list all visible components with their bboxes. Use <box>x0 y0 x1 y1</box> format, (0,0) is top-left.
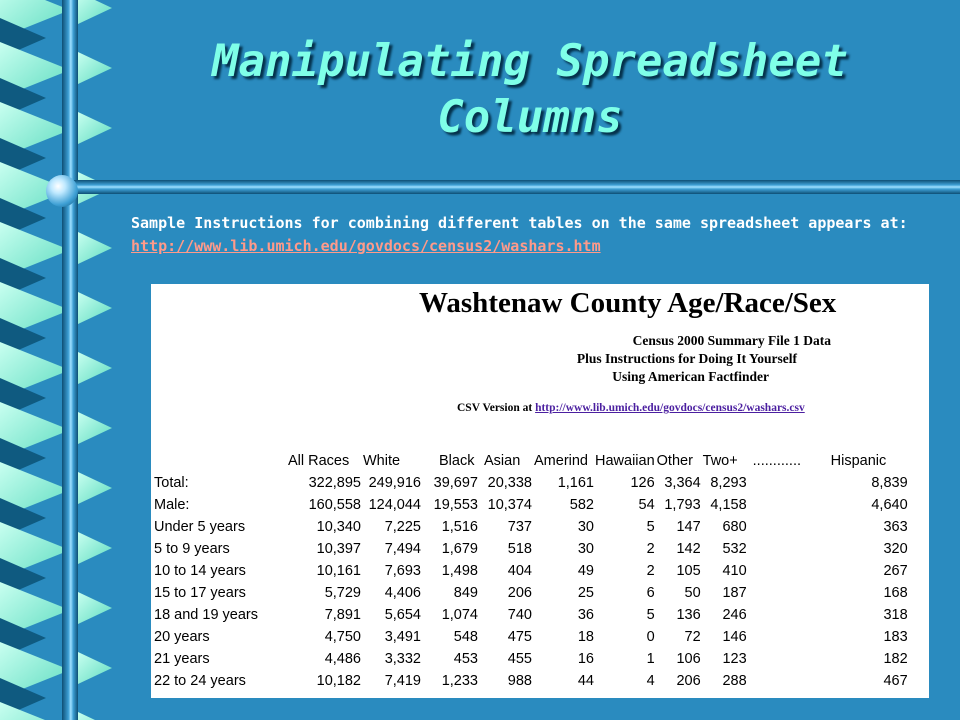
row-label: 22 to 24 years <box>154 673 246 689</box>
table-cell <box>747 604 823 626</box>
divider-knob <box>46 175 78 207</box>
table-cell: 5 <box>646 607 655 623</box>
document-screenshot <box>151 284 929 698</box>
table-cell: 18 <box>577 629 594 645</box>
decorative-triangle-right <box>78 52 112 84</box>
table-cell: 5,729 <box>324 585 361 601</box>
table-cell: 3,491 <box>384 629 421 645</box>
table-cell: 126 <box>630 475 655 491</box>
table-cell: 10,397 <box>316 541 361 557</box>
table-cell: 475 <box>507 629 532 645</box>
table-cell: 6 <box>646 585 655 601</box>
table-cell: 7,225 <box>384 519 421 535</box>
document-subtitle-1: Census 2000 Summary File 1 Data <box>632 333 831 348</box>
row-label: Male: <box>154 497 190 513</box>
table-cell: 4,750 <box>324 629 361 645</box>
table-cell: 1,679 <box>441 541 478 557</box>
table-row <box>151 582 908 604</box>
table-cell: 146 <box>722 629 747 645</box>
table-cell: 72 <box>684 629 701 645</box>
table-cell: 3,364 <box>664 475 701 491</box>
table-cell: 740 <box>507 607 532 623</box>
row-label: 18 and 19 years <box>154 607 258 623</box>
table-cell: 322,895 <box>308 475 361 491</box>
decorative-triangle-right <box>78 292 112 324</box>
table-cell: 5 <box>646 519 655 535</box>
table-cell: 5,654 <box>384 607 421 623</box>
table-row <box>151 472 908 494</box>
table-cell: 288 <box>722 673 747 689</box>
table-row <box>151 626 908 648</box>
decorative-triangle-right <box>78 352 112 384</box>
table-cell: 7,693 <box>384 563 421 579</box>
table-cell: 4,158 <box>710 497 747 513</box>
table-cell: 10,182 <box>316 673 361 689</box>
decorative-triangle-right <box>78 532 112 564</box>
table-cell: 10,374 <box>487 497 532 513</box>
table-cell: 455 <box>507 651 532 667</box>
row-label: 15 to 17 years <box>154 585 246 601</box>
intro-text: Sample Instructions for combining different tables on the same spreadsheet appears at: <box>131 214 908 232</box>
table-cell: 404 <box>507 563 532 579</box>
column-header <box>151 450 281 472</box>
column-header: Hawaiian <box>595 453 655 469</box>
table-cell: 318 <box>883 607 908 623</box>
table-cell: 582 <box>569 497 594 513</box>
table-cell: 19,553 <box>433 497 478 513</box>
row-label: 5 to 9 years <box>154 541 230 557</box>
table-cell: 532 <box>722 541 747 557</box>
column-header: Hispanic <box>830 453 887 469</box>
table-cell: 1,498 <box>441 563 478 579</box>
row-label: 10 to 14 years <box>154 563 246 579</box>
table-cell: 16 <box>577 651 594 667</box>
table-cell: 7,419 <box>384 673 421 689</box>
table-cell <box>747 648 823 670</box>
table-cell: 849 <box>453 585 478 601</box>
table-cell: 4,486 <box>324 651 361 667</box>
csv-line <box>457 402 805 414</box>
table-cell: 30 <box>577 519 594 535</box>
table-cell <box>747 516 823 538</box>
table-cell: 4 <box>646 673 655 689</box>
table-cell: 39,697 <box>433 475 478 491</box>
table-cell: 363 <box>883 519 908 535</box>
table-cell <box>747 472 823 494</box>
table-cell: 4,640 <box>871 497 908 513</box>
slide-title: Manipulating Spreadsheet Columns <box>212 36 848 143</box>
table-cell: 320 <box>883 541 908 557</box>
table-cell <box>747 626 823 648</box>
decorative-triangle-right <box>78 232 112 264</box>
table-cell: 410 <box>722 563 747 579</box>
table-cell: 246 <box>722 607 747 623</box>
table-cell: 36 <box>577 607 594 623</box>
table-cell: 187 <box>722 585 747 601</box>
table-cell: 168 <box>883 585 908 601</box>
table-cell: 49 <box>577 563 594 579</box>
table-cell: 50 <box>684 585 701 601</box>
intro-paragraph <box>131 212 941 258</box>
table-row <box>151 604 908 626</box>
column-header: All Races <box>288 453 350 469</box>
decorative-triangle-right <box>78 412 112 444</box>
decorative-triangle-right <box>78 0 112 24</box>
table-row <box>151 538 908 560</box>
table-row <box>151 670 908 692</box>
decorative-triangle-right <box>78 112 112 144</box>
table-cell: 8,839 <box>871 475 908 491</box>
column-header: Other <box>656 453 693 469</box>
table-cell: 10,340 <box>316 519 361 535</box>
row-label: 21 years <box>154 651 210 667</box>
document-subtitle-3: Using American Factfinder <box>612 369 769 384</box>
decorative-triangle-right <box>78 592 112 624</box>
column-header: Two+ <box>702 453 738 469</box>
table-cell: 54 <box>638 497 655 513</box>
table-row <box>151 494 908 516</box>
table-cell: 7,494 <box>384 541 421 557</box>
table-row <box>151 648 908 670</box>
table-cell: 8,293 <box>710 475 747 491</box>
decorative-triangle-right <box>78 652 112 684</box>
table-cell: 1,793 <box>664 497 701 513</box>
table-cell: 737 <box>507 519 532 535</box>
column-header: Amerind <box>534 453 588 469</box>
table-cell: 182 <box>883 651 908 667</box>
horizontal-divider-bar <box>62 180 960 194</box>
table-cell: 142 <box>676 541 701 557</box>
table-cell: 25 <box>577 585 594 601</box>
table-row <box>151 560 908 582</box>
table-cell: 0 <box>646 629 655 645</box>
table-cell: 518 <box>507 541 532 557</box>
row-label: Total: <box>154 475 189 491</box>
table-cell: 2 <box>646 563 655 579</box>
table-cell: 548 <box>453 629 478 645</box>
left-decorative-strip <box>0 0 112 720</box>
table-cell: 124,044 <box>368 497 421 513</box>
column-header: ............ <box>752 453 801 469</box>
table-cell: 44 <box>577 673 594 689</box>
table-cell: 2 <box>646 541 655 557</box>
decorative-triangle-right <box>78 472 112 504</box>
document-subtitle-2: Plus Instructions for Doing It Yourself <box>576 351 797 366</box>
table-cell: 160,558 <box>308 497 361 513</box>
decorative-triangle-right <box>78 712 112 720</box>
table-cell: 106 <box>676 651 701 667</box>
table-cell: 206 <box>676 673 701 689</box>
row-label: Under 5 years <box>154 519 246 535</box>
table-cell: 467 <box>883 673 908 689</box>
table-cell <box>747 494 823 516</box>
table-row <box>151 516 908 538</box>
table-cell <box>747 670 823 692</box>
census-table <box>151 450 908 692</box>
table-cell: 453 <box>453 651 478 667</box>
table-cell: 123 <box>722 651 747 667</box>
row-label: 20 years <box>154 629 210 645</box>
table-cell: 267 <box>883 563 908 579</box>
table-cell: 10,161 <box>316 563 361 579</box>
table-cell: 1,074 <box>441 607 478 623</box>
table-cell: 105 <box>676 563 701 579</box>
table-cell: 680 <box>722 519 747 535</box>
column-header: Asian <box>484 453 521 469</box>
intro-link[interactable]: http://www.lib.umich.edu/govdocs/census2/washars.htm <box>131 237 601 255</box>
table-cell: 183 <box>883 629 908 645</box>
table-cell: 1 <box>646 651 655 667</box>
table-cell: 1,516 <box>441 519 478 535</box>
table-cell: 1,161 <box>557 475 594 491</box>
table-cell <box>747 582 823 604</box>
table-cell: 249,916 <box>368 475 421 491</box>
table-cell: 147 <box>676 519 701 535</box>
table-cell: 20,338 <box>487 475 532 491</box>
column-header: Black <box>439 453 475 469</box>
table-cell <box>747 560 823 582</box>
table-cell: 136 <box>676 607 701 623</box>
column-header: White <box>363 453 401 469</box>
csv-label: CSV Version at <box>457 402 536 414</box>
table-cell: 7,891 <box>324 607 361 623</box>
table-cell <box>747 538 823 560</box>
table-cell: 988 <box>507 673 532 689</box>
table-cell: 30 <box>577 541 594 557</box>
table-cell: 1,233 <box>441 673 478 689</box>
document-title: Washtenaw County Age/Race/Sex <box>419 287 837 319</box>
vertical-accent-bar <box>62 0 78 720</box>
table-cell: 206 <box>507 585 532 601</box>
table-cell: 3,332 <box>384 651 421 667</box>
table-header-row <box>151 450 908 472</box>
csv-link[interactable]: http://www.lib.umich.edu/govdocs/census2/washars.csv <box>535 402 805 414</box>
table-cell: 4,406 <box>384 585 421 601</box>
